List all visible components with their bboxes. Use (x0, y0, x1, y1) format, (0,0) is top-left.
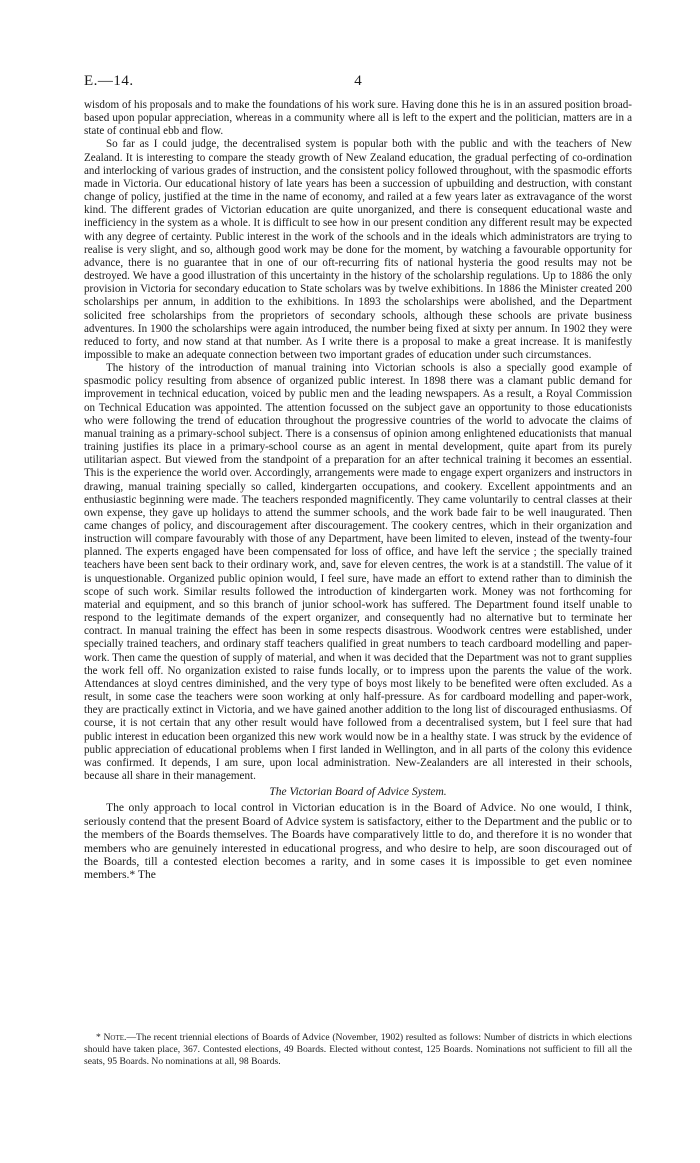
document-reference: E.—14. (84, 73, 134, 89)
body-text (84, 99, 632, 882)
footnote-text: —The recent triennial elections of Boards of Advice (November, 1902) resulted as follows: Number of districts in which elections should have taken place, 367. Contested elections, 49 Boards. Elected without contest, 125 Boards. Nominations not sufficient to fill all the seats, 95 Boards. No nominations at all, 98 Boards. (84, 1032, 632, 1067)
paragraph-decentralised-system: So far as I could judge, the decentralised system is popular both with the public and with the teachers of New Zealand. It is interesting to compare the steady growth of New Zealand education, the gradual perfecting of co-ordination and interlocking of various grades of instruction, and the consistent policy followed throughout, with the spasmodic efforts made in Victoria. Our educational history of late years has been a succession of upbuilding and destruction, with constant change of policy, justified at the time in the name of economy, and railed at a few years later as extravagance of the worst kind. The different grades of Victorian education are quite unorganized, and there is consequent educational waste and inefficiency in the system as a whole. It is difficult to see how in our present condition any different result may be expected with any degree of certainty. Public interest in the work of the schools and in the ideals which administrators are trying to realise is very slight, and so, although good work may be done for the moment, by watching a favourable opportunity for advance, there is no guarantee that in one of our oft-recurring fits of national hysteria the good results may not be destroyed. We have a good illustration of this uncertainty in the history of the scholarship regulations. Up to 1886 the only provision in Victoria for secondary education to State scholars was by twelve exhibitions. In 1886 the Minister created 200 scholarships per annum, in addition to the exhibitions. In 1893 the scholarships were abolished, and the Department solicited free scholarships from the proprietors of secondary schools, although these schools are private business adventures. In 1900 the scholarships were again introduced, the number being fixed at sixty per annum. In 1902 they were reduced to forty, and now stand at that number. As I write there is a proposal to make a great increase. It is manifestly impossible to make an adequate connection between two important grades of education under such circumstances. (84, 138, 632, 361)
footnote (84, 1032, 632, 1068)
page-header (84, 73, 632, 93)
paragraph-manual-training: The history of the introduction of manual training into Victorian schools is also a specially good example of spasmodic policy resulting from absence of organized public interest. In 1898 there was a clamant public demand for improvement in technical education, voiced by public men and the leading newspapers. As a result, a Royal Commission on Technical Education was appointed. The attention focussed on the subject gave an opportunity to those educationists who were following the trend of education throughout the progressive countries of the world to advocate the claims of manual training as a primary-school subject. There is a consensus of opinion among enlightened educationists that manual training justifies its place in a primary-school course as an agent in mental development, quite apart from its purely utilitarian aspect. But viewed from the standpoint of a preparation for an after technical training it becomes an essential. This is the experience the world over. Accordingly, arrangements were made to engage expert organizers and instructors in drawing, manual training specially so called, kindergarten occupations, and cookery. Excellent appointments and an enthusiastic beginning were made. The teachers responded magnificently. They came voluntarily to central classes at their own expense, they gave up holidays to attend the summer schools, and the work bade fair to be well inaugurated. Then came changes of policy, and discouragement after discouragement. The cookery centres, which in their organization and instruction will compare favourably with those of any Department, have been limited to eleven, instead of the twenty-four planned. The experts engaged have been compensated for loss of office, and have left the service ; the specially trained teachers have been sent back to their ordinary work, and, save for eleven centres, the work is at a standstill. The value of it is unquestionable. Organized public opinion would, I feel sure, have made an effort to extend rather than to diminish the scope of such work. Similar results followed the introduction of kindergarten work. Money was not forthcoming for material and equipment, and so this branch of junior school-work has suffered. The Department found itself unable to respond to the legitimate demands of the expert organizer, and consequently had no alternative but to terminate her contract. In manual training the effect has been in some respects disastrous. Woodwork centres were established, under specially trained teachers, and ordinary staff teachers qualified in great numbers to teach cardboard modelling and paper-work. Then came the question of supply of material, and when it was decided that the Department was not to grant supplies the work fell off. No organization existed to raise funds locally, or to impress upon the parents the value of the work. Attendances at sloyd centres diminished, and the very type of boys most likely to be benefited were often excluded. As a result, in some case the teachers were soon working at only half-pressure. As for cardboard modelling and paper-work, they are practically extinct in Victoria, and we have gained another addition to the long list of discouraged enthusiasms. Of course, it is not certain that any other result would have followed from a decentralised system, but I feel sure that had public interest in education been organized this new work would now be in a healthy state. I was struck by the evidence of public appreciation of educational problems when I first landed in Wellington, and in all parts of the colony this evidence was confirmed. It depends, I am sure, upon local administration. New-Zealanders are all interested in their schools, because all share in their management. (84, 362, 632, 782)
paragraph-board-of-advice: The only approach to local control in Victorian education is in the Board of Advice. No one would, I think, seriously contend that the present Board of Advice system is satisfactory, either to the Department and the public or to the members of the Boards themselves. The Boards have comparatively little to do, and therefore it is no wonder that members who are genuinely interested in educational progress, and who desire to help, are soon discouraged out of the Boards, till a contested election becomes a rarity, and in some cases it is impossible to get even nominee members.* The (84, 801, 632, 882)
section-heading: The Victorian Board of Advice System. (269, 786, 447, 799)
footnote-marker: * Note. (96, 1032, 127, 1043)
paragraph-continuation: wisdom of his proposals and to make the foundations of his work sure. Having done this he is in an assured position broad-based upon popular appreciation, whereas in a community where all is left to the expert and the politician, matters are in a state of continual ebb and flow. (84, 99, 632, 138)
footnote-paragraph (84, 1032, 632, 1068)
page-number: 4 (354, 73, 362, 89)
